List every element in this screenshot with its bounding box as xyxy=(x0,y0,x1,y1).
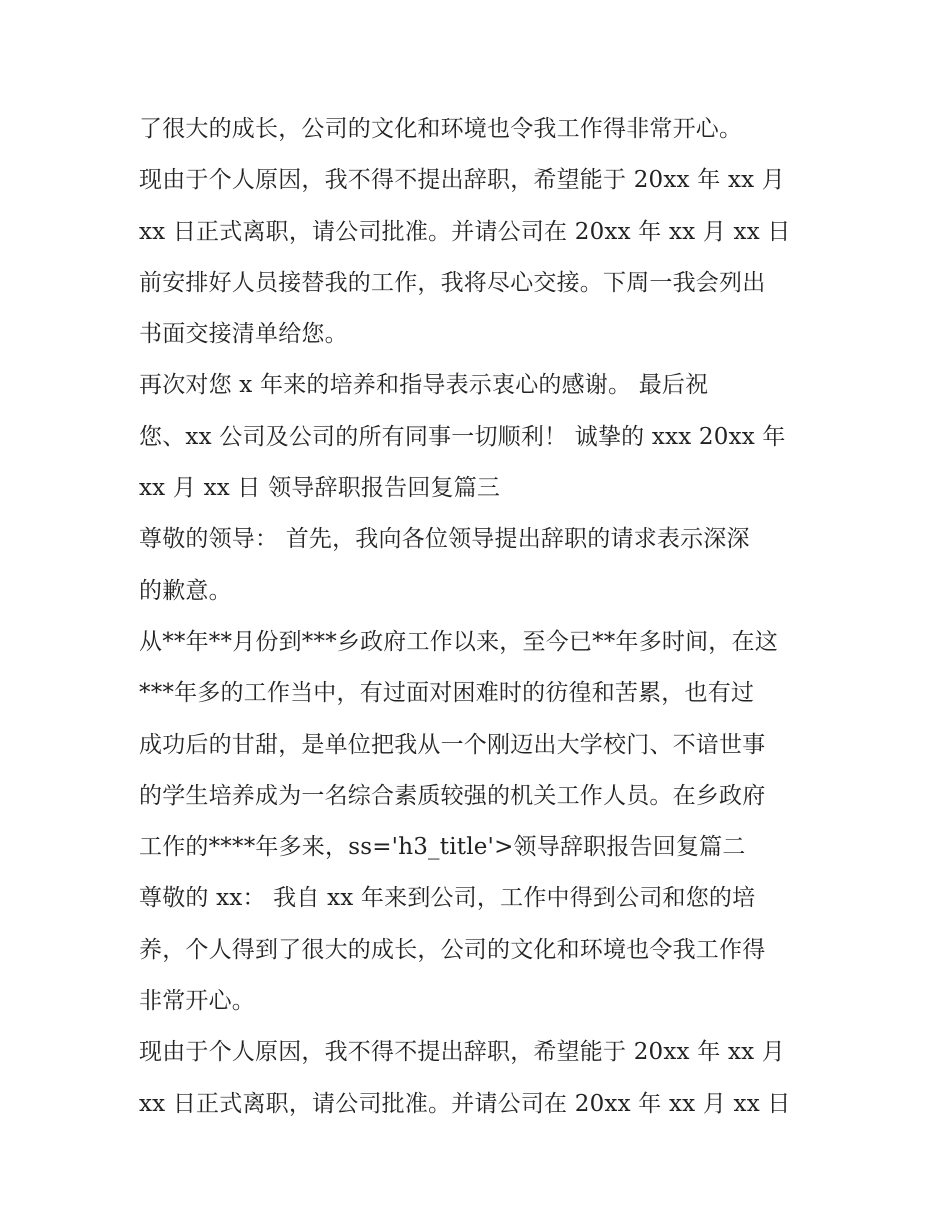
text-line: ***年多的工作当中，有过面对困难时的彷徨和苦累，也有过 xyxy=(139,680,755,707)
text-line: 的歉意。 xyxy=(139,577,232,604)
text-line: 书面交接清单给您。 xyxy=(139,321,348,348)
section-heading-line: xx 月 xx 日 领导辞职报告回复篇三 xyxy=(139,475,501,502)
text-line: 从**年**月份到***乡政府工作以来，至今已**年多时间，在这 xyxy=(139,628,778,655)
text-line: xx 日正式离职，请公司批准。并请公司在 20xx 年 xx 月 xx 日 xyxy=(139,218,791,245)
text-line: 非常开心。 xyxy=(139,988,255,1015)
salutation-line: 尊敬的领导： 首先，我向各位领导提出辞职的请求表示深深 xyxy=(139,526,750,553)
document-body xyxy=(139,104,829,1130)
text-line: 的学生培养成为一名综合素质较强的机关工作人员。在乡政府 xyxy=(139,782,766,809)
text-line: 养，个人得到了很大的成长，公司的文化和环境也令我工作得 xyxy=(139,936,766,963)
salutation-line: 尊敬的 xx： 我自 xx 年来到公司，工作中得到公司和您的培 xyxy=(139,885,756,912)
text-line: xx 日正式离职，请公司批准。并请公司在 20xx 年 xx 月 xx 日 xyxy=(139,1090,791,1117)
text-line: 再次对您 x 年来的培养和指导表示衷心的感谢。 最后祝 xyxy=(139,372,709,399)
text-line: 现由于个人原因，我不得不提出辞职，希望能于 20xx 年 xx 月 xyxy=(139,167,785,194)
text-line: 现由于个人原因，我不得不提出辞职，希望能于 20xx 年 xx 月 xyxy=(139,1039,785,1066)
text-line: 您、xx 公司及公司的所有同事一切顺利！ 诚挚的 xxx 20xx 年 xyxy=(139,423,786,450)
text-line: 前安排好人员接替我的工作，我将尽心交接。下周一我会列出 xyxy=(139,269,766,296)
text-line: 了很大的成长，公司的文化和环境也令我工作得非常开心。 xyxy=(139,116,743,142)
section-heading-line: 工作的****年多来，ss='h3_title'>领导辞职报告回复篇二 xyxy=(139,834,746,861)
text-line: 成功后的甘甜，是单位把我从一个刚迈出大学校门、不谙世事 xyxy=(139,731,766,758)
